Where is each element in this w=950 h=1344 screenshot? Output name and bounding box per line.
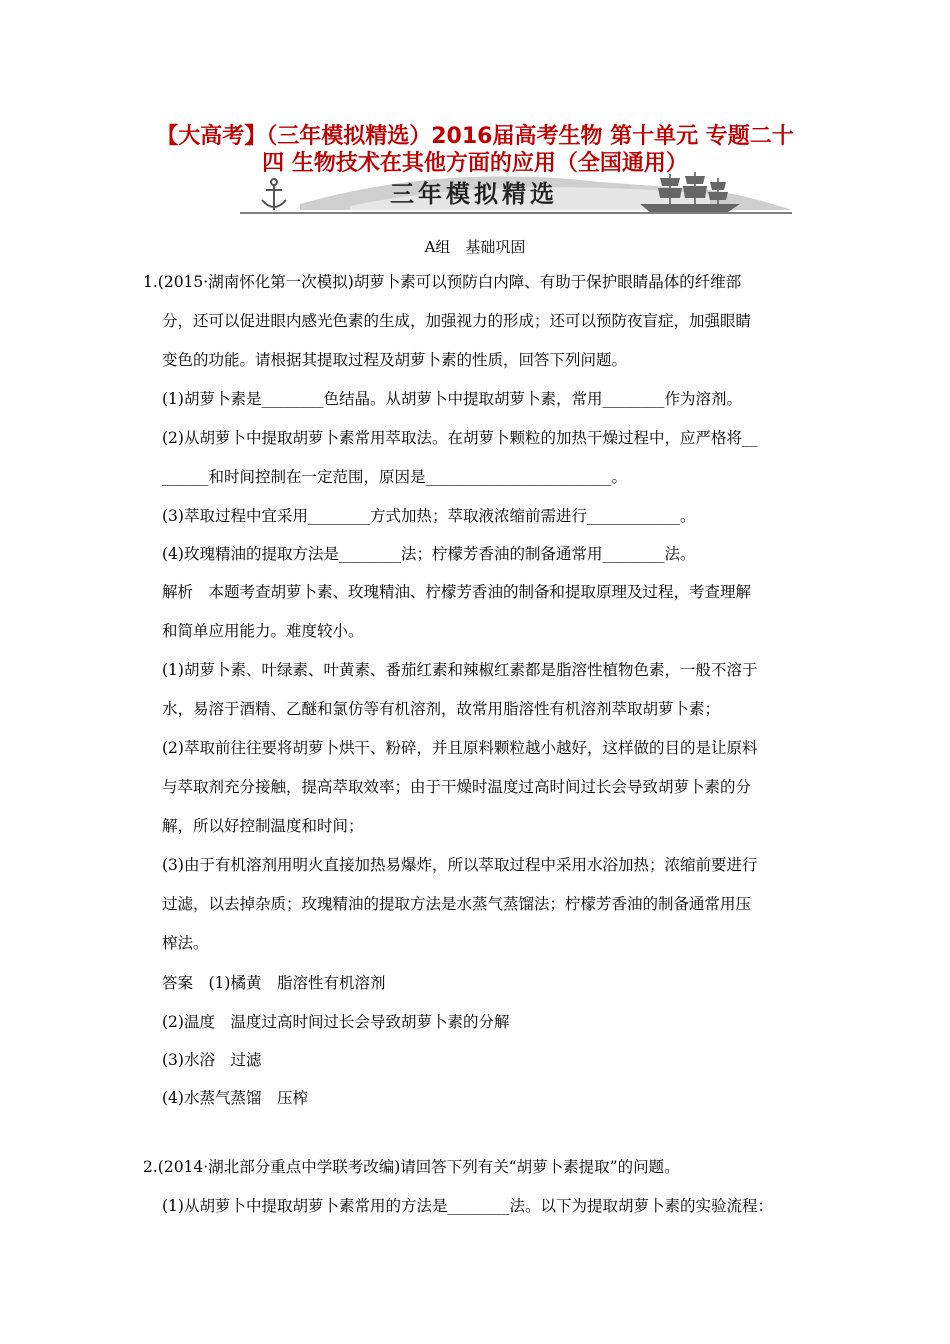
analysis-line: (1)胡萝卜素、叶绿素、叶黄素、番茄红素和辣椒红素都是脂溶性植物色素，一般不溶于: [162, 661, 758, 679]
section-banner: [240, 170, 792, 216]
analysis-line: 过滤，以去掉杂质；玫瑰精油的提取方法是水蒸气蒸馏法；柠檬芳香油的制备通常用压: [162, 895, 752, 913]
analysis-line: (2)萃取前往往要将胡萝卜烘干、粉碎，并且原料颗粒越小越好，这样做的目的是让原料: [162, 739, 758, 757]
analysis-line: 解，所以好控制温度和时间；: [162, 817, 364, 835]
text-line: 1.(2015·湖南怀化第一次模拟)胡萝卜素可以预防白内障、有助于保护眼睛晶体的纤维部: [143, 273, 742, 291]
title-line-1: 【大高考】（三年模拟精选）2016届高考生物 第十单元 专题二十: [156, 124, 794, 149]
text-line: (1)胡萝卜素是________色结晶。从胡萝卜中提取胡萝卜素，常用________作为溶剂。: [162, 390, 742, 408]
text-line: 2.(2014·湖北部分重点中学联考改编)请回答下列有关“胡萝卜素提取”的问题。: [143, 1158, 680, 1176]
anchor-icon: [262, 179, 286, 210]
text-line: (2)从胡萝卜中提取胡萝卜素常用萃取法。在胡萝卜颗粒的加热干燥过程中，应严格将__: [162, 429, 758, 447]
answer-line: (2)温度 温度过高时间过长会导致胡萝卜素的分解: [162, 1013, 510, 1031]
analysis-line: 榨法。: [162, 934, 209, 952]
answer-line: (4)水蒸气蒸馏 压榨: [162, 1089, 308, 1107]
analysis-line: 解析 本题考查胡萝卜素、玫瑰精油、柠檬芳香油的制备和提取原理及过程，考查理解: [162, 583, 752, 601]
text-line: 分，还可以促进眼内感光色素的生成，加强视力的形成；还可以预防夜盲症，加强眼睛: [162, 312, 752, 330]
text-line: ______和时间控制在一定范围，原因是________________________。: [162, 468, 628, 486]
answer-line: 答案 (1)橘黄 脂溶性有机溶剂: [162, 974, 386, 992]
analysis-line: (3)由于有机溶剂用明火直接加热易爆炸，所以萃取过程中采用水浴加热；浓缩前要进行: [162, 856, 758, 874]
text-line: 变色的功能。请根据其提取过程及胡萝卜素的性质，回答下列问题。: [162, 351, 628, 369]
group-heading: A组 基础巩固: [424, 238, 526, 256]
analysis-line: 与萃取剂充分接触，提高萃取效率；由于干燥时温度过高时间过长会导致胡萝卜素的分: [162, 778, 752, 796]
banner-text: 三年模拟精选: [390, 180, 558, 208]
title-line-2: 四 生物技术在其他方面的应用（全国通用）: [262, 151, 688, 176]
text-line: (4)玫瑰精油的提取方法是________法；柠檬芳香油的制备通常用________法。: [162, 545, 696, 563]
text-line: (3)萃取过程中宜采用________方式加热；萃取液浓缩前需进行____________。: [162, 507, 696, 525]
text-line: (1)从胡萝卜中提取胡萝卜素常用的方法是________法。以下为提取胡萝卜素的实验流程：: [162, 1197, 773, 1215]
analysis-line: 和简单应用能力。难度较小。: [162, 622, 364, 640]
answer-line: (3)水浴 过滤: [162, 1051, 262, 1069]
document-title: [150, 123, 800, 177]
analysis-line: 水，易溶于酒精、乙醚和氯仿等有机溶剂，故常用脂溶性有机溶剂萃取胡萝卜素；: [162, 700, 721, 718]
